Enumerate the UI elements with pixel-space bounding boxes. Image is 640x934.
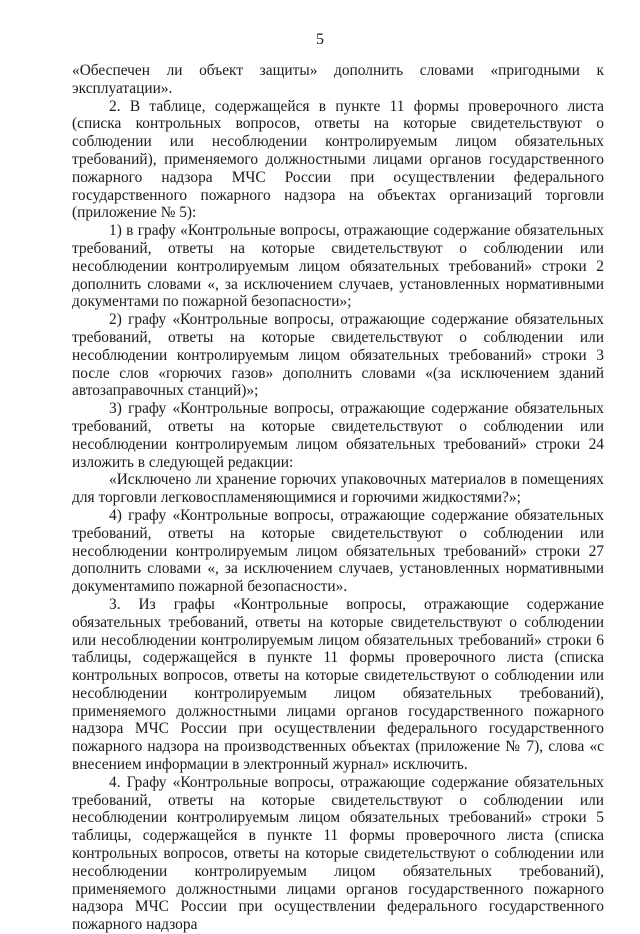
paragraph-item-4: 4. Графу «Контрольные вопросы, отражающие содержание обязательных требований, ответы на которые свидетельствуют о соблюдении или несоблюдении контролируемым лицом обязательных требований» строки 5 таблицы, содержащейся в пункте 11 формы проверочного листа (списка контрольных вопросов, ответы на которые свидетельствуют о соблюдении или несоблюдении контролируемым лицом обязательных требований), применяемого должностными лицами органов государственного пожарного надзора МЧС России при осуществлении федерального государственного пожарного надзора — [72, 773, 604, 934]
paragraph-quoted-text: «Исключено ли хранение горючих упаковочных материалов в помещениях для торговли легковоспламеняющимися и горючими жидкостями?»; — [72, 471, 604, 507]
page-number: 5 — [316, 31, 324, 48]
document-body — [72, 62, 604, 934]
paragraph-item-3: 3. Из графы «Контрольные вопросы, отражающие содержание обязательных требований, ответы на которые свидетельствуют о соблюдении или несоблюдении контролируемым лицом обязательных требований» строки 6 таблицы, содержащейся в пункте 11 формы проверочного листа (списка контрольных вопросов, ответы на которые свидетельствуют о соблюдении или несоблюдении контролируемым лицом обязательных требований), применяемого должностными лицами органов государственного пожарного надзора МЧС России при осуществлении федерального государственного пожарного надзора на производственных объектах (приложение № 7), слова «с внесением информации в электронный журнал» исключить. — [72, 595, 604, 774]
paragraph-subitem-3: 3) графу «Контрольные вопросы, отражающие содержание обязательных требований, ответы на которые свидетельствуют о соблюдении или несоблюдении контролируемым лицом обязательных требований» строки 24 изложить в следующей редакции: — [72, 400, 604, 471]
paragraph-subitem-1: 1) в графу «Контрольные вопросы, отражающие содержание обязательных требований, ответы на которые свидетельствуют о соблюдении или несоблюдении контролируемым лицом обязательных требований» строки 2 дополнить словами «, за исключением случаев, установленных нормативными документами по пожарной безопасности»; — [72, 222, 604, 311]
paragraph-continuation: «Обеспечен ли объект защиты» дополнить словами «пригодными к эксплуатации». — [72, 62, 604, 97]
paragraph-subitem-4: 4) графу «Контрольные вопросы, отражающие содержание обязательных требований, ответы на которые свидетельствуют о соблюдении или несоблюдении контролируемым лицом обязательных требований» строки 27 дополнить словами «, за исключением случаев, установленных нормативными документамипо пожарной безопасности». — [72, 506, 604, 596]
paragraph-subitem-2: 2) графу «Контрольные вопросы, отражающие содержание обязательных требований, ответы на которые свидетельствуют о соблюдении или несоблюдении контролируемым лицом обязательных требований» строки 3 после слов «горючих газов» дополнить словами «(за исключением зданий автозаправочных станций)»; — [72, 311, 604, 400]
paragraph-item-2: 2. В таблице, содержащейся в пункте 11 формы проверочного листа (списка контрольных вопросов, ответы на которые свидетельствуют о соблюдении или несоблюдении контролируемым лицом обязательных требований), применяемого должностными лицами органов государственного пожарного надзора МЧС России при осуществлении федерального государственного пожарного надзора на объектах организаций торговли (приложение № 5): — [72, 97, 604, 222]
